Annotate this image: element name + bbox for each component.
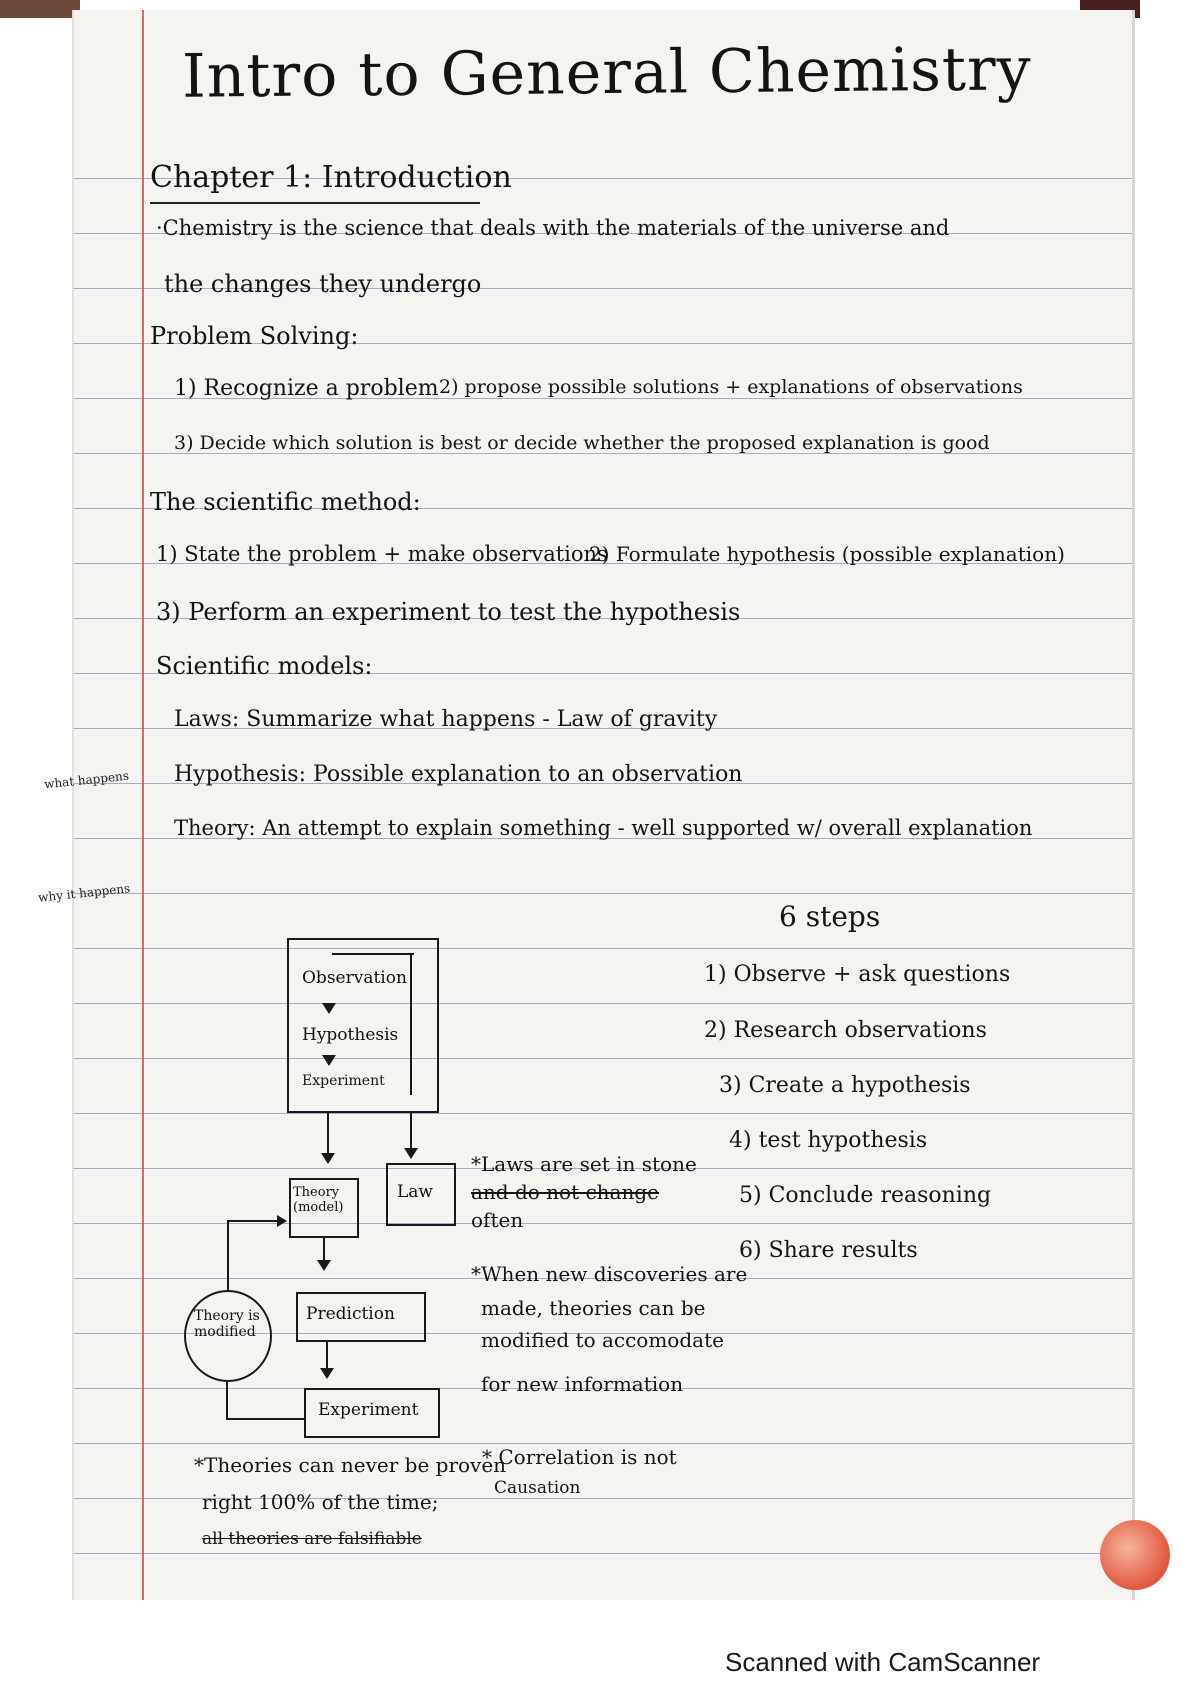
discoveries-note-4: for new information bbox=[481, 1372, 684, 1396]
feedback-from-experiment-line bbox=[226, 1418, 306, 1420]
models-laws: Laws: Summarize what happens - Law of gravity bbox=[174, 707, 718, 732]
arrow-to-theory-head bbox=[321, 1153, 335, 1164]
discoveries-note-3: modified to accomodate bbox=[481, 1328, 724, 1352]
arrow-to-prediction-head bbox=[317, 1260, 331, 1271]
definition-line-1: ·Chemistry is the science that deals with the materials of the universe and bbox=[156, 216, 950, 240]
scientific-method-step-2: 2) Formulate hypothesis (possible explanation) bbox=[589, 542, 1065, 566]
discoveries-note-2: made, theories can be bbox=[481, 1296, 706, 1320]
arrow-hyp-exp bbox=[322, 1055, 336, 1066]
six-steps-item-5: 5) Conclude reasoning bbox=[739, 1183, 992, 1208]
laws-note-3: often bbox=[471, 1208, 524, 1232]
diagram-prediction: Prediction bbox=[306, 1304, 395, 1324]
arrow-to-theory-line bbox=[327, 1113, 329, 1153]
diagram-experiment-inner: Experiment bbox=[302, 1073, 385, 1089]
laws-note-2: and do not change bbox=[471, 1180, 660, 1204]
scientific-method-step-3: 3) Perform an experiment to test the hypothesis bbox=[156, 598, 741, 626]
diagram-experiment: Experiment bbox=[318, 1400, 419, 1420]
six-steps-item-4: 4) test hypothesis bbox=[729, 1128, 928, 1153]
theories-note-1: *Theories can never be proven bbox=[194, 1453, 507, 1477]
theories-note-3: all theories are falsifiable bbox=[202, 1529, 422, 1549]
scientific-method-step-1: 1) State the problem + make observations bbox=[156, 542, 608, 566]
feedback-to-theory-line bbox=[227, 1220, 279, 1222]
correlation-note-1: * Correlation is not bbox=[482, 1445, 677, 1469]
problem-solving-step-1: 1) Recognize a problem bbox=[174, 376, 439, 401]
problem-solving-step-2: 2) propose possible solutions + explanations of observations bbox=[439, 376, 1023, 398]
models-hypothesis: Hypothesis: Possible explanation to an observation bbox=[174, 762, 743, 787]
margin-note-why-happens: why it happens bbox=[37, 881, 131, 905]
scan-corner-left bbox=[0, 0, 80, 18]
problem-solving-heading: Problem Solving: bbox=[150, 322, 359, 350]
six-steps-heading: 6 steps bbox=[779, 900, 881, 933]
ruled-line bbox=[74, 1443, 1132, 1444]
feedback-down-line bbox=[226, 1382, 228, 1420]
models-theory: Theory: An attempt to explain something - well supported w/ overall explanation bbox=[174, 816, 1033, 840]
definition-line-2: the changes they undergo bbox=[164, 270, 482, 298]
sticker-decoration bbox=[1100, 1520, 1170, 1590]
theories-note-2: right 100% of the time; bbox=[202, 1490, 439, 1514]
diagram-observation: Observation bbox=[302, 968, 407, 988]
arrow-to-experiment-head bbox=[320, 1368, 334, 1379]
laws-note-1: *Laws are set in stone bbox=[471, 1152, 697, 1176]
feedback-to-theory-head bbox=[277, 1215, 287, 1227]
six-steps-item-2: 2) Research observations bbox=[704, 1018, 987, 1043]
six-steps-item-3: 3) Create a hypothesis bbox=[719, 1073, 971, 1098]
ruled-line bbox=[74, 1003, 1132, 1004]
loop-top-line bbox=[332, 953, 414, 955]
margin-note-what-happens: what happens bbox=[43, 768, 130, 792]
diagram-theory-model: Theory (model) bbox=[293, 1185, 344, 1215]
arrow-to-experiment-line bbox=[326, 1342, 328, 1370]
page-title: Intro to General Chemistry bbox=[181, 34, 1032, 112]
arrow-obs-hyp bbox=[322, 1003, 336, 1014]
ruled-line bbox=[74, 1553, 1132, 1554]
diagram-hypothesis: Hypothesis bbox=[302, 1025, 399, 1045]
feedback-up-line bbox=[227, 1220, 229, 1290]
arrow-to-law-head bbox=[404, 1148, 418, 1159]
ruled-line bbox=[74, 893, 1132, 894]
ruled-line bbox=[74, 1223, 1132, 1224]
scientific-method-heading: The scientific method: bbox=[150, 488, 421, 516]
diagram-law: Law bbox=[397, 1182, 433, 1202]
chapter-heading: Chapter 1: Introduction bbox=[150, 160, 512, 195]
ruled-line bbox=[74, 948, 1132, 949]
chapter-underline bbox=[150, 202, 480, 204]
six-steps-item-1: 1) Observe + ask questions bbox=[704, 962, 1011, 987]
margin-line bbox=[142, 10, 144, 1600]
problem-solving-step-3: 3) Decide which solution is best or decide whether the proposed explanation is good bbox=[174, 432, 990, 454]
diagram-theory-modified: Theory is modified bbox=[194, 1308, 260, 1340]
notebook-page bbox=[37, 10, 1135, 1600]
arrow-to-law-line bbox=[410, 1113, 412, 1148]
models-heading: Scientific models: bbox=[156, 652, 373, 680]
arrow-to-prediction-line bbox=[323, 1238, 325, 1260]
ruled-line bbox=[74, 1058, 1132, 1059]
scanner-watermark: Scanned with CamScanner bbox=[725, 1647, 1041, 1677]
correlation-note-2: Causation bbox=[494, 1478, 581, 1498]
six-steps-item-6: 6) Share results bbox=[739, 1238, 918, 1263]
ruled-line bbox=[74, 1113, 1132, 1114]
discoveries-note-1: *When new discoveries are bbox=[471, 1262, 748, 1286]
